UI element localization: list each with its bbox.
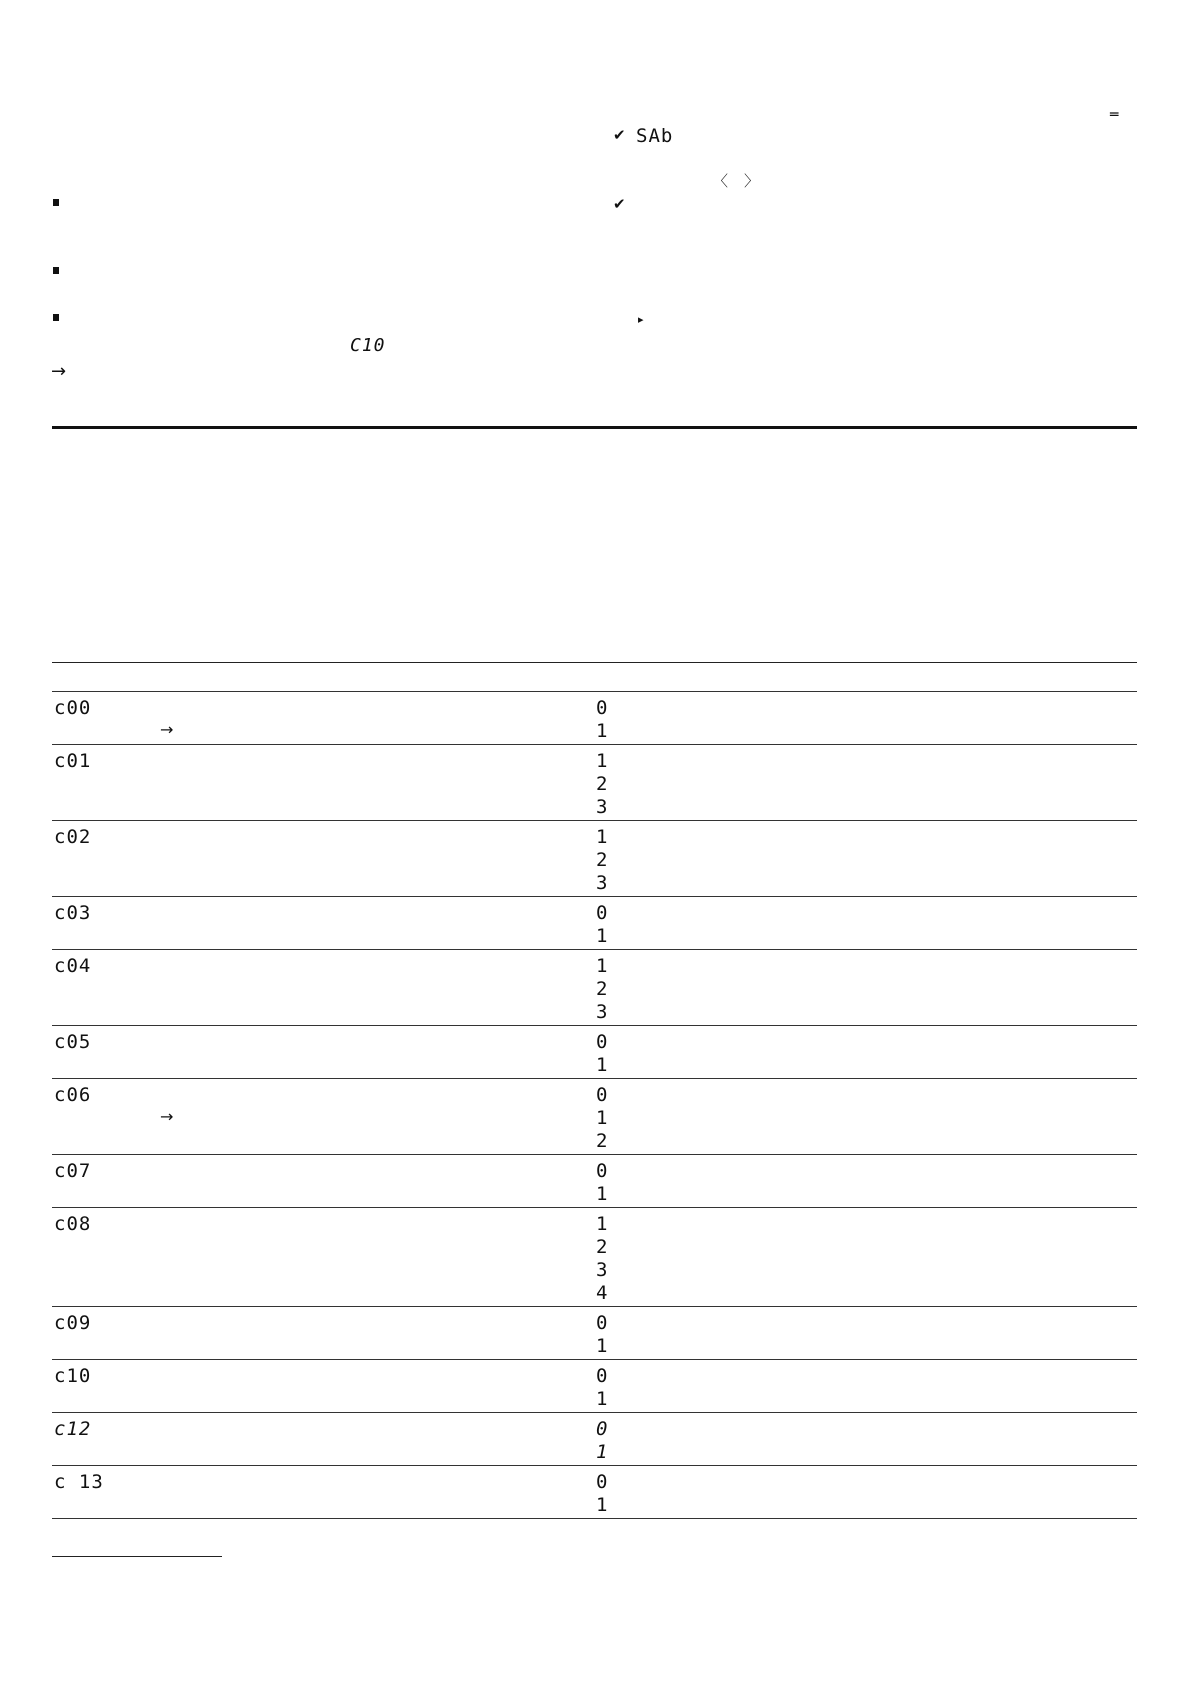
table-row	[52, 1466, 1137, 1519]
bullet-icon	[53, 199, 59, 206]
right-bracket-icon: 〉	[744, 172, 760, 190]
bullet-icon	[53, 314, 59, 321]
setting-value: 4	[596, 1282, 609, 1304]
table-header-top-rule	[52, 662, 1137, 663]
settings-table	[52, 691, 1137, 1519]
setting-value: 2	[596, 773, 609, 795]
setting-code: c 13	[54, 1471, 104, 1493]
setting-value: 2	[596, 1236, 609, 1258]
setting-code: c01	[54, 750, 92, 772]
setting-values	[596, 699, 608, 745]
setting-values	[596, 1215, 608, 1307]
table-row	[52, 745, 1137, 821]
setting-value: 1	[596, 1054, 609, 1076]
setting-value: 1	[596, 1441, 609, 1463]
table-row	[52, 821, 1137, 897]
setting-code: c08	[54, 1213, 92, 1235]
setting-value: 0	[596, 1084, 609, 1106]
table-row	[52, 897, 1137, 950]
setting-value: 1	[596, 750, 609, 772]
table-row	[52, 1307, 1137, 1360]
sab-display-code: SAb	[636, 125, 674, 147]
setting-value: 0	[596, 902, 609, 924]
setting-value: 1	[596, 955, 609, 977]
footnote-rule	[52, 1556, 222, 1557]
section-divider	[52, 426, 1137, 429]
setting-values	[596, 957, 608, 1026]
setting-value: 3	[596, 1259, 609, 1281]
setting-values	[596, 1033, 608, 1079]
setting-value: 1	[596, 826, 609, 848]
setting-value: 2	[596, 1130, 609, 1152]
setting-value: 3	[596, 796, 609, 818]
setting-value: 1	[596, 1388, 609, 1410]
setting-value: 2	[596, 978, 609, 1000]
check-icon: ✔	[613, 195, 626, 213]
setting-value: 0	[596, 697, 609, 719]
setting-value: 1	[596, 720, 609, 742]
setting-values	[596, 1314, 608, 1360]
setting-value: 0	[596, 1160, 609, 1182]
arrow-right-icon: →	[160, 720, 174, 739]
bullet-icon	[53, 267, 59, 274]
setting-values	[596, 904, 608, 950]
table-row	[52, 692, 1137, 745]
equals-icon: ═	[1110, 107, 1119, 123]
setting-value: 1	[596, 1107, 609, 1129]
setting-code: c00	[54, 697, 92, 719]
left-bracket-icon: 〈	[713, 172, 729, 190]
arrow-right-icon: →	[160, 1107, 174, 1126]
setting-code: c04	[54, 955, 92, 977]
setting-code: c12	[54, 1418, 92, 1440]
setting-values	[596, 828, 608, 897]
setting-value: 0	[596, 1365, 609, 1387]
setting-values	[596, 1086, 608, 1155]
setting-value: 1	[596, 1213, 609, 1235]
table-row	[52, 950, 1137, 1026]
play-icon: ▸	[638, 313, 644, 326]
setting-code: c10	[54, 1365, 92, 1387]
setting-value: 1	[596, 1335, 609, 1357]
setting-code: c05	[54, 1031, 92, 1053]
setting-value: 0	[596, 1471, 609, 1493]
setting-value: 3	[596, 872, 609, 894]
arrow-right-icon: →	[51, 361, 67, 382]
table-row	[52, 1360, 1137, 1413]
setting-code: c07	[54, 1160, 92, 1182]
table-row	[52, 1079, 1137, 1155]
setting-value: 0	[596, 1312, 609, 1334]
setting-values	[596, 1162, 608, 1208]
setting-values	[596, 752, 608, 821]
setting-value: 0	[596, 1031, 609, 1053]
c10-display-code: C10	[350, 335, 386, 356]
setting-values	[596, 1473, 608, 1519]
check-icon: ✔	[613, 126, 626, 144]
setting-value: 2	[596, 849, 609, 871]
setting-code: c06	[54, 1084, 92, 1106]
setting-code: c09	[54, 1312, 92, 1334]
setting-value: 1	[596, 1183, 609, 1205]
setting-value: 1	[596, 1494, 609, 1516]
table-row	[52, 1208, 1137, 1307]
setting-value: 3	[596, 1001, 609, 1023]
setting-values	[596, 1367, 608, 1413]
table-row	[52, 1026, 1137, 1079]
table-row	[52, 1155, 1137, 1208]
setting-values	[596, 1420, 608, 1466]
setting-value: 1	[596, 925, 609, 947]
table-row	[52, 1413, 1137, 1466]
setting-code: c02	[54, 826, 92, 848]
setting-value: 0	[596, 1418, 609, 1440]
setting-code: c03	[54, 902, 92, 924]
